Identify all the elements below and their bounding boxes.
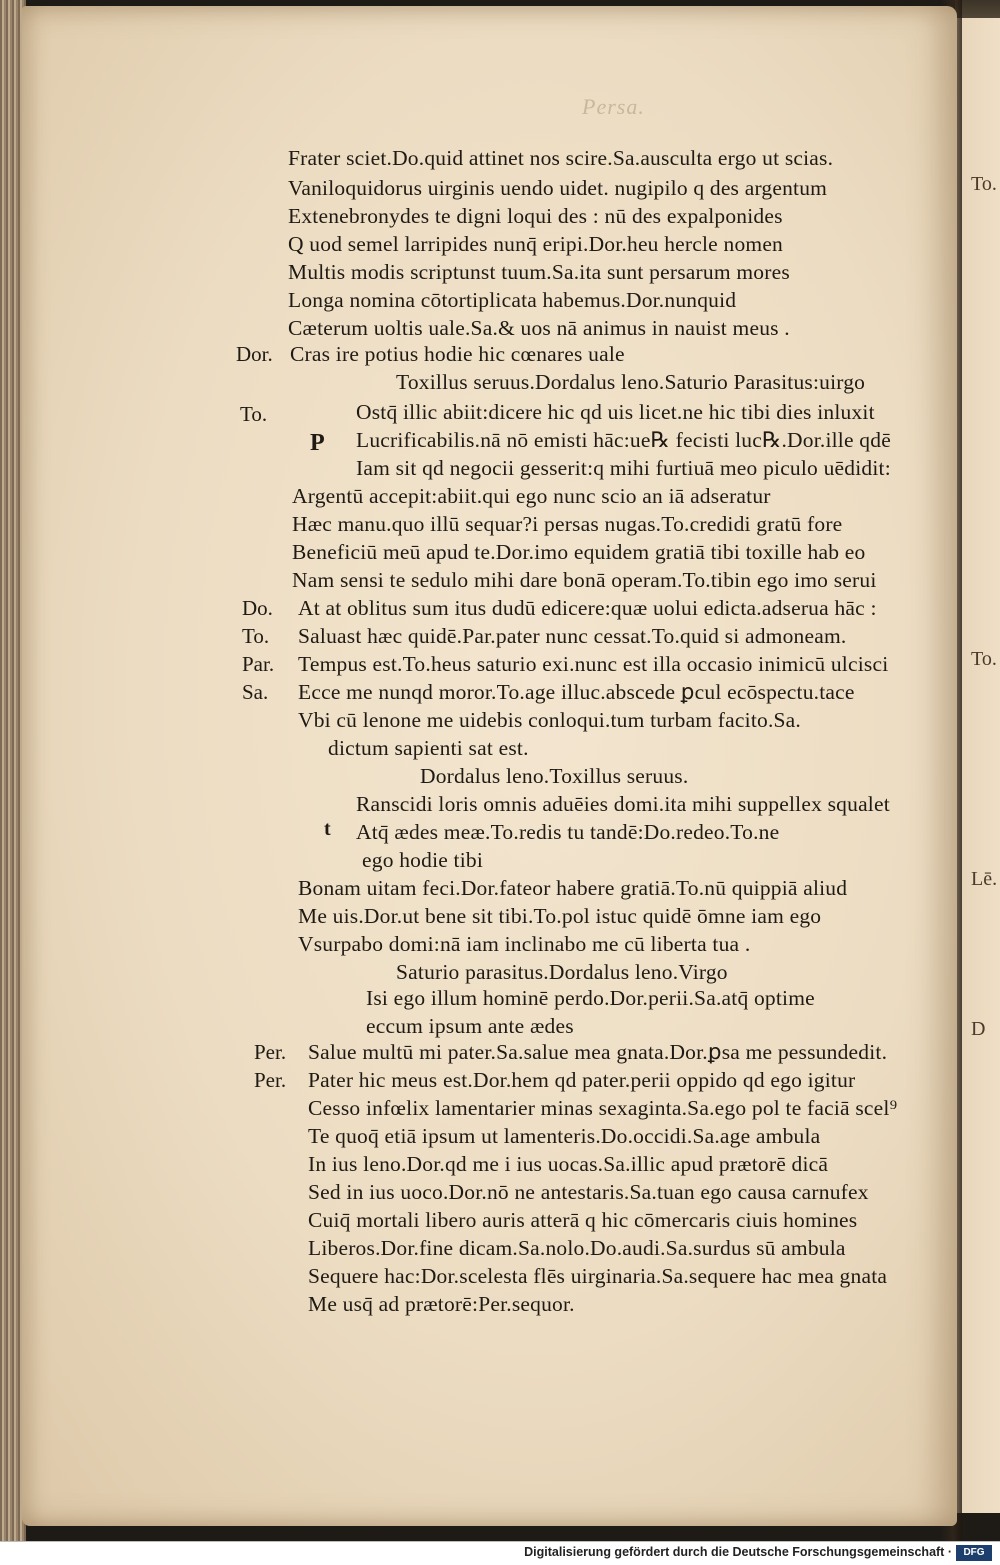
next-page-gloss: Lē. <box>971 868 998 890</box>
text-line: Cesso infœlix lamentarier minas sexaginta.Sa.ego pol te faciā scel⁹ <box>308 1096 898 1120</box>
speaker-label: Per. <box>254 1068 287 1092</box>
text-line: At at oblitus sum itus dudū edicere:quæ uolui edicta.adserua hāc : <box>298 596 877 620</box>
text-line: Argentū accepit:abiit.qui ego nunc scio an iā adseratur <box>292 484 771 508</box>
text-line: Atq̄ ædes meæ.To.redis tu tandē:Do.redeo.To.ne <box>356 820 780 844</box>
text-line: Vsurpabo domi:nā iam inclinabo me cū liberta tua . <box>298 932 751 956</box>
speaker-label: To. <box>240 402 268 426</box>
text-line: Hæc manu.quo illū sequar?i persas nugas.To.credidi gratū fore <box>292 512 843 536</box>
text-line: In ius leno.Dor.qd me i ius uocas.Sa.illic apud prætorē dicā <box>308 1152 829 1176</box>
speaker-label: Dor. <box>236 342 273 366</box>
text-line: Multis modis scriptunst tuum.Sa.ita sunt persarum mores <box>288 260 790 284</box>
text-line: Extenebronydes te digni loqui des : nū des expalponides <box>288 204 783 228</box>
text-line: Vbi cū lenone me uidebis conloqui.tum turbam facito.Sa. <box>298 708 802 732</box>
text-line: Liberos.Dor.fine dicam.Sa.nolo.Do.audi.Sa.surdus sū ambula <box>308 1236 846 1260</box>
footer-bar <box>0 1541 1000 1565</box>
text-line: Ecce me nunqd moror.To.age illuc.abscede ꝑcul ecōspectu.tace <box>298 680 855 704</box>
text-line: Vaniloquidorus uirginis uendo uidet. nugipilo q des argentum <box>288 176 828 200</box>
text-line: Pater hic meus est.Dor.hem qd pater.perii oppido qd ego igitur <box>308 1068 856 1092</box>
text-line: ego hodie tibi <box>362 848 484 872</box>
next-page-gloss: To. <box>971 648 997 670</box>
text-line: Me uis.Dor.ut bene sit tibi.To.pol istuc quidē ōmne iam ego <box>298 904 822 928</box>
speaker-label: To. <box>242 624 270 648</box>
speaker-label: Per. <box>254 1040 287 1064</box>
dfg-logo: DFG <box>956 1545 992 1561</box>
text-line: Isi ego illum hominē perdo.Dor.perii.Sa.atq̄ optime <box>366 986 815 1010</box>
text-line: Saluast hæc quidē.Par.pater nunc cessat.To.quid si admoneam. <box>298 624 847 648</box>
text-line: dictum sapienti sat est. <box>328 736 529 760</box>
text-line: Cras ire potius hodie hic cœnares uale <box>290 342 625 366</box>
funding-credit: Digitalisierung gefördert durch die Deutsche Forschungsgemeinschaft · <box>524 1545 952 1559</box>
text-line: Sequere hac:Dor.scelesta flēs uirginaria.Sa.sequere hac mea gnata <box>308 1264 888 1288</box>
running-title: Persa. <box>582 94 645 119</box>
text-line: Frater sciet.Do.quid attinet nos scire.Sa.ausculta ergo ut scias. <box>288 146 834 170</box>
text-line: Cuiq̄ mortali libero auris atterā q hic cōmercaris ciuis homines <box>308 1208 858 1232</box>
text-line: Nam sensi te sedulo mihi dare bonā operam.To.tibin ego imo serui <box>292 568 877 592</box>
text-line: Me usq̄ ad prætorē:Per.sequor. <box>308 1292 575 1316</box>
text-line: Salue multū mi pater.Sa.salue mea gnata.Dor.ꝑsa me pessundedit. <box>308 1040 888 1064</box>
scene-heading: Dordalus leno.Toxillus seruus. <box>420 764 689 788</box>
text-line: Cæterum uoltis uale.Sa.& uos nā animus in nauist meus . <box>288 316 790 340</box>
text-line: Lucrificabilis.nā nō emisti hāc:ue℞ fecisti luc℞.Dor.ille qdē <box>356 428 891 452</box>
speaker-label: Par. <box>242 652 275 676</box>
initial-guide-letter: P <box>310 430 325 456</box>
next-page-gloss: To. <box>971 173 997 195</box>
speaker-label: Sa. <box>242 680 269 704</box>
text-line: Q uod semel larripides nunq̄ eripi.Dor.heu hercle nomen <box>288 232 784 256</box>
speaker-label: Do. <box>242 596 273 620</box>
text-line: Sed in ius uoco.Dor.nō ne antestaris.Sa.tuan ego causa carnufex <box>308 1180 869 1204</box>
text-line: Tempus est.To.heus saturio exi.nunc est illa occasio inimicū ulcisci <box>298 652 889 676</box>
initial-guide-letter: t <box>324 818 331 840</box>
text-line: Ostq̄ illic abiit:dicere hic qd uis licet.ne hic tibi dies inluxit <box>356 400 875 424</box>
text-line: Beneficiū meū apud te.Dor.imo equidem gratiā tibi toxille hab eo <box>292 540 866 564</box>
next-page-gloss: D <box>971 1018 986 1040</box>
scene-heading: Saturio parasitus.Dordalus leno.Virgo <box>396 960 728 984</box>
text-line: Iam sit qd negocii gesserit:q mihi furtiuā meo piculo uēdidit: <box>356 456 891 480</box>
text-line: Bonam uitam feci.Dor.fateor habere gratiā.To.nū quippiā aliud <box>298 876 848 900</box>
text-line: Te quoq̄ etiā ipsum ut lamenteris.Do.occidi.Sa.age ambula <box>308 1124 821 1148</box>
book-page <box>22 6 957 1526</box>
text-line: eccum ipsum ante ædes <box>366 1014 574 1038</box>
text-line: Ranscidi loris omnis aduēies domi.ita mihi suppellex squalet <box>356 792 890 816</box>
text-line: Longa nomina cōtortiplicata habemus.Dor.nunquid <box>288 288 737 312</box>
scene-heading: Toxillus seruus.Dordalus leno.Saturio Parasitus:uirgo <box>396 370 866 394</box>
